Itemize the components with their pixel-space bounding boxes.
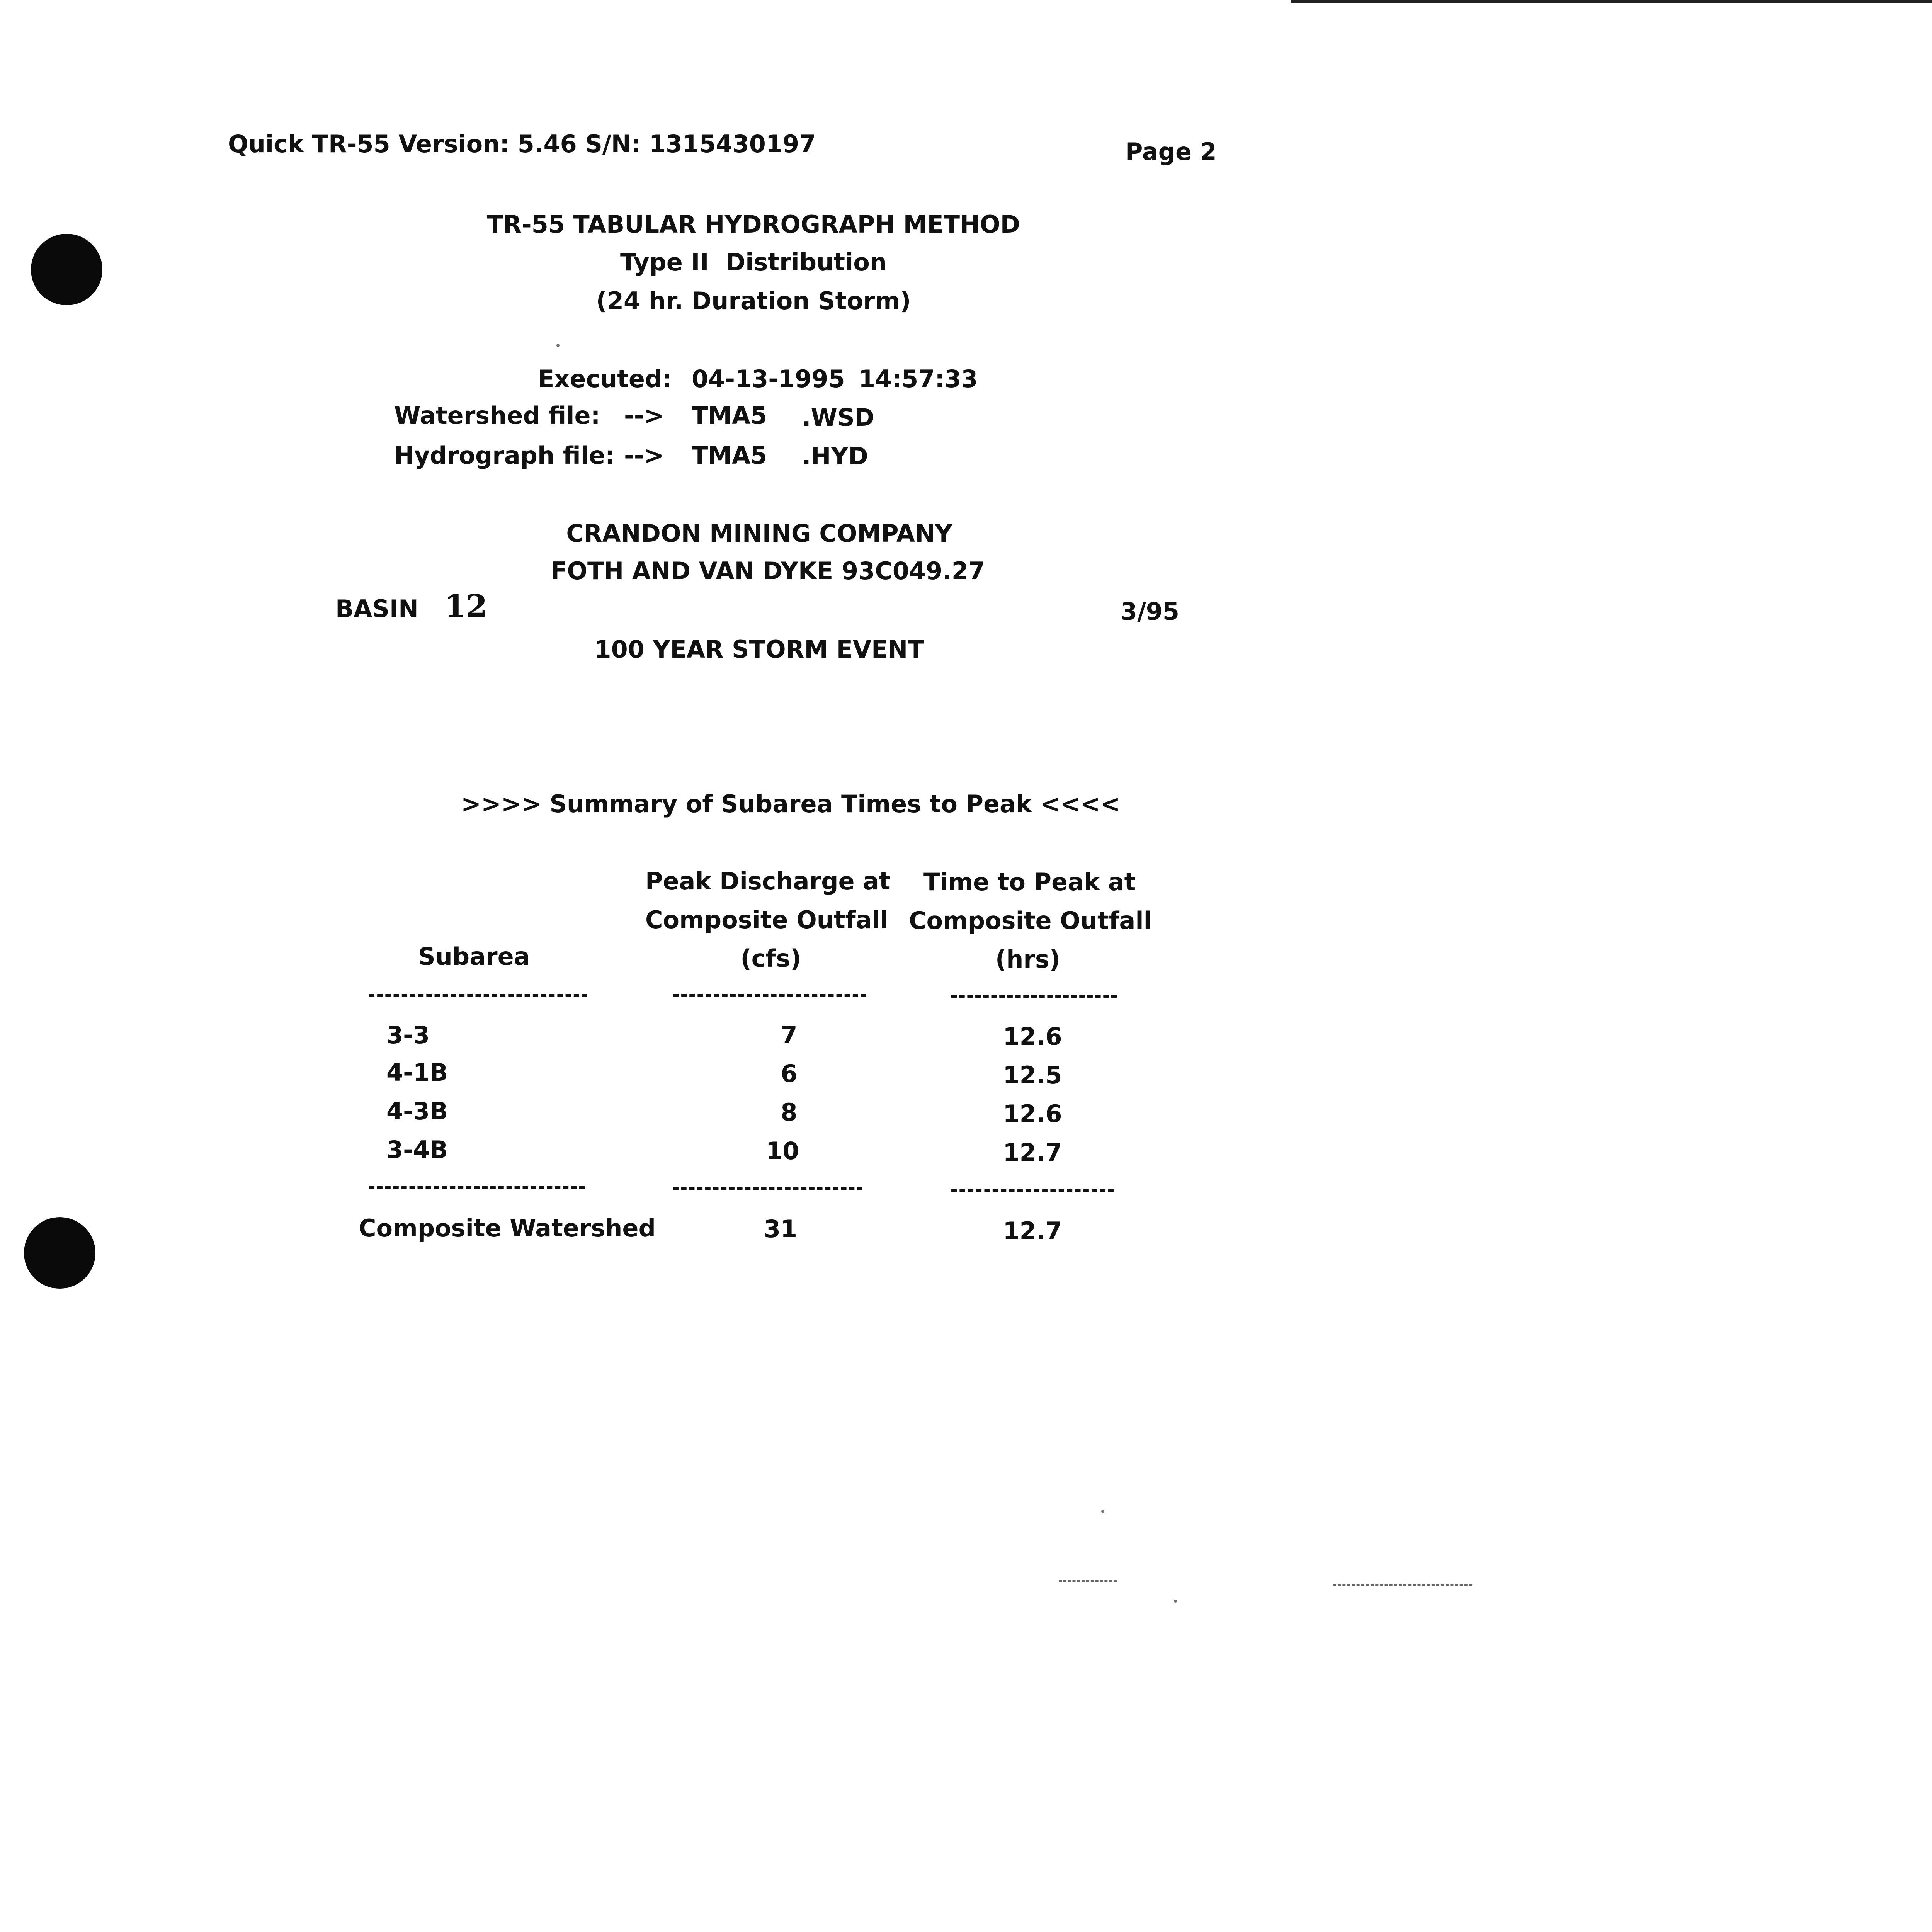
row-time: 12.5 (1003, 1061, 1062, 1089)
scan-mark (1333, 1584, 1472, 1586)
total-subarea: Composite Watershed (359, 1214, 656, 1242)
summary-heading: >>>> Summary of Subarea Times to Peak <<<< (461, 790, 1121, 818)
row-time: 12.7 (1003, 1138, 1062, 1167)
binder-hole-top (31, 234, 102, 305)
hydrograph-file-arrow: --> (624, 441, 664, 469)
binder-hole-middle (24, 1217, 95, 1289)
separator-time-bottom (951, 1189, 1114, 1192)
storm-event: 100 YEAR STORM EVENT (594, 635, 924, 663)
watershed-file-arrow: --> (624, 401, 664, 430)
executed-label: Executed: (538, 365, 672, 393)
row-subarea: 4-3B (386, 1097, 448, 1125)
program-version: Quick TR-55 Version: 5.46 S/N: 1315430197 (228, 130, 816, 158)
time-header-line1: Time to Peak at (923, 868, 1136, 896)
basin-number-handwritten: 12 (444, 588, 488, 624)
scan-speck (1174, 1600, 1177, 1603)
job-number: 93C049.27 (842, 557, 985, 585)
storm-duration: (24 hr. Duration Storm) (596, 287, 911, 315)
time-header-line2: Composite Outfall (909, 906, 1152, 935)
distribution-type: Type II Distribution (620, 248, 887, 276)
watershed-file-label: Watershed file: (394, 401, 600, 430)
separator-peak-top (673, 994, 866, 997)
time-header-units: (hrs) (995, 945, 1061, 973)
row-subarea: 3-3 (386, 1021, 430, 1049)
hydrograph-file-name: TMA5 (692, 441, 767, 469)
executed-time: 14:57:33 (859, 365, 978, 393)
separator-subarea-bottom (369, 1186, 585, 1189)
row-peak: 8 (781, 1098, 798, 1126)
method-title: TR-55 TABULAR HYDROGRAPH METHOD (486, 210, 1020, 238)
row-peak: 6 (781, 1060, 798, 1088)
company-name: CRANDON MINING COMPANY (566, 519, 952, 548)
peak-header-units: (cfs) (740, 944, 801, 973)
hydrograph-file-ext: .HYD (802, 442, 868, 470)
separator-time-top (951, 995, 1117, 998)
separator-peak-bottom (673, 1187, 862, 1190)
hydrograph-file-label: Hydrograph file: (394, 441, 615, 469)
consultant-name: FOTH AND VAN DYKE (551, 557, 833, 585)
basin-label: BASIN (335, 595, 418, 623)
page-number: Page 2 (1125, 138, 1217, 166)
scan-edge-line (1291, 0, 1932, 3)
row-peak: 7 (781, 1021, 798, 1049)
peak-header-line2: Composite Outfall (645, 906, 888, 934)
total-peak: 31 (764, 1215, 798, 1243)
scan-speck (556, 344, 560, 347)
scan-mark (1059, 1580, 1117, 1582)
project-date: 3/95 (1121, 597, 1180, 626)
watershed-file-name: TMA5 (692, 401, 767, 430)
row-peak: 10 (765, 1137, 799, 1165)
scan-speck (1101, 1510, 1104, 1513)
executed-date: 04-13-1995 (692, 365, 845, 393)
total-time: 12.7 (1003, 1217, 1062, 1245)
watershed-file-ext: .WSD (802, 403, 875, 432)
row-subarea: 4-1B (386, 1058, 448, 1087)
row-time: 12.6 (1003, 1100, 1062, 1128)
subarea-header: Subarea (418, 942, 530, 971)
separator-subarea-top (369, 994, 587, 997)
row-time: 12.6 (1003, 1022, 1062, 1051)
row-subarea: 3-4B (386, 1136, 448, 1164)
peak-header-line1: Peak Discharge at (645, 867, 891, 895)
